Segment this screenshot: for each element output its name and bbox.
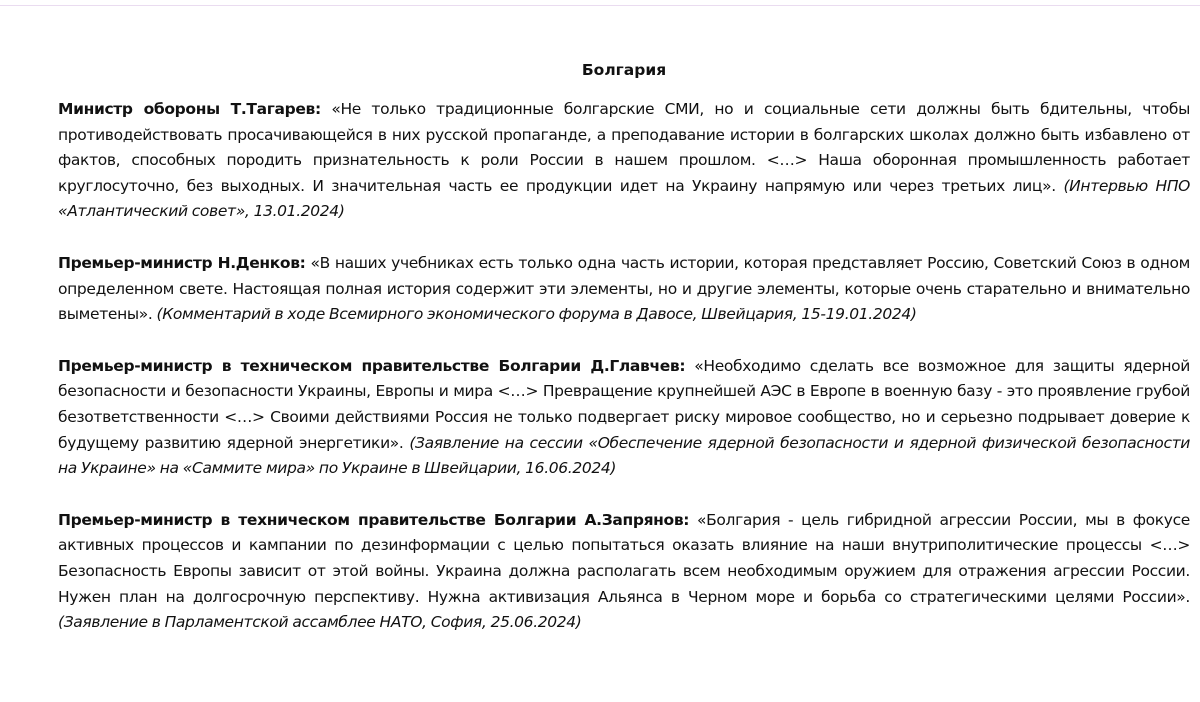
quote-text: «Необходимо сделать все возможное для защиты ядерной безопасности и безопасности Украины, Европы и мира <…> Превращение крупнейшей АЭС в Европе в военную базу - это проявление грубой безответственности <…> Своими действиями Россия не только подвергает риску мировое сообщество, но и серьезно подрывает доверие к будущему развитию ядерной энергетики». (58, 356, 1190, 452)
quote-source: (Интервью НПО «Атлантический совет», 13.01.2024) (58, 176, 1190, 221)
quote-entry-denkov (58, 251, 1190, 328)
speaker-name: Премьер-министр в техническом правительстве Болгарии Д.Главчев: (58, 356, 686, 375)
document-body (58, 58, 1190, 662)
top-divider (0, 0, 1200, 6)
quote-text: «Не только традиционные болгарские СМИ, но и социальные сети должны быть бдительны, чтобы противодействовать просачивающейся в них русской пропаганде, а преподавание истории в болгарских школах должно быть избавлено от фактов, способных породить признательность к роли России в нашем прошлом. <…> Наша оборонная промышленность работает круглосуточно, без выходных. И значительная часть ее продукции идет на Украину напрямую или через третьих лиц». (58, 100, 1190, 195)
quote-entry-tagarev (58, 97, 1190, 225)
quote-source: (Комментарий в ходе Всемирного экономического форума в Давосе, Швейцария, 15-19.01.2024) (156, 305, 917, 324)
speaker-name: Министр обороны Т.Тагарев: (58, 100, 321, 118)
speaker-name: Премьер-министр в техническом правительстве Болгарии А.Запрянов: (58, 510, 690, 529)
quote-entry-zapryanov (58, 508, 1190, 636)
quote-text: «Болгария - цель гибридной агрессии России, мы в фокусе активных процессов и кампании по дезинформации с целью попытаться оказать влияние на наши внутриполитические процессы <…> Безопасность Европы зависит от этой войны. Украина должна располагать всем необходимым оружием для отражения агрессии России. Нужен план на долгосрочную перспективу. Нужна активизация Альянса в Черном море и борьба со стратегическими целями России». (58, 510, 1190, 606)
quote-entry-glavchev (58, 354, 1190, 482)
speaker-name: Премьер-министр Н.Денков: (58, 253, 306, 272)
quote-text: «В наших учебниках есть только одна часть истории, которая представляет Россию, Советский Союз в одном определенном свете. Настоящая полная история содержит эти элементы, но и другие элементы, которые очень старательно и внимательно выметены». (58, 253, 1191, 324)
quote-source: (Заявление в Парламентской ассамблее НАТО, София, 25.06.2024) (58, 613, 582, 632)
section-heading: Болгария (581, 61, 667, 79)
quote-source: (Заявление на сессии «Обеспечение ядерной безопасности и ядерной физической безопасности на Украине» на «Саммите мира» по Украине в Швейцарии, 16.06.2024) (58, 433, 1191, 478)
